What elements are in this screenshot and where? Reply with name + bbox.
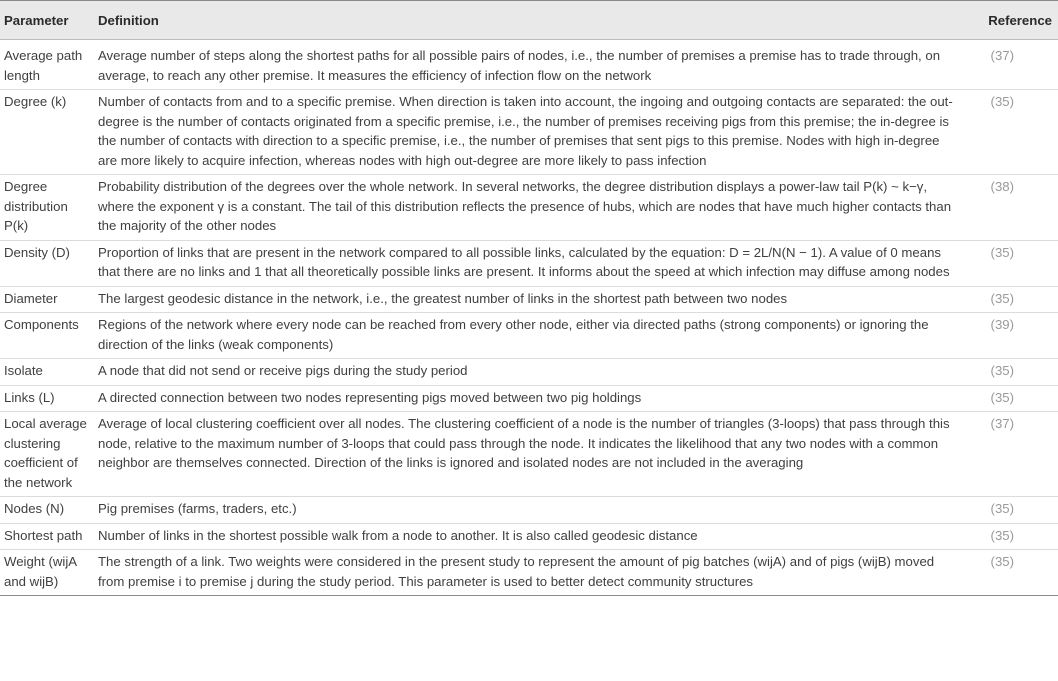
parameter-cell: Degree (k) — [0, 90, 94, 175]
reference-link[interactable]: (37) — [964, 412, 1058, 497]
definition-cell: Regions of the network where every node can be reached from every other node, either via directed paths (strong components) or ignoring the direction of the links (weak components) — [94, 313, 964, 359]
parameter-cell: Degree distribution P(k) — [0, 175, 94, 241]
header-row — [0, 1, 1058, 40]
header-definition: Definition — [94, 1, 964, 40]
reference-link[interactable]: (35) — [964, 240, 1058, 286]
table-body — [0, 40, 1058, 596]
reference-link[interactable]: (37) — [964, 40, 1058, 90]
reference-link[interactable]: (35) — [964, 286, 1058, 313]
table-row — [0, 550, 1058, 596]
reference-link[interactable]: (35) — [964, 359, 1058, 386]
table-header — [0, 1, 1058, 40]
reference-link[interactable]: (38) — [964, 175, 1058, 241]
table-row — [0, 175, 1058, 241]
definition-cell: Proportion of links that are present in the network compared to all possible links, calculated by the equation: D = 2L/N(N − 1). A value of 0 means that there are no links and 1 that all theoretically possible links are present. It informs about the speed at which infection may diffuse among nodes — [94, 240, 964, 286]
header-reference: Reference — [964, 1, 1058, 40]
definition-cell: The largest geodesic distance in the network, i.e., the greatest number of links in the shortest path between two nodes — [94, 286, 964, 313]
reference-link[interactable]: (35) — [964, 497, 1058, 524]
parameter-cell: Components — [0, 313, 94, 359]
parameter-cell: Average path length — [0, 40, 94, 90]
definition-cell: A directed connection between two nodes representing pigs moved between two pig holdings — [94, 385, 964, 412]
parameter-cell: Weight (wijA and wijB) — [0, 550, 94, 596]
table-row — [0, 313, 1058, 359]
definition-cell: Average of local clustering coefficient over all nodes. The clustering coefficient of a node is the number of triangles (3-loops) that pass through this node, relative to the maximum number of 3-loops that could pass through the node. It indicates the likelihood that any two nodes with a common neighbor are themselves connected. Direction of the links is ignored and isolated nodes are not included in the averaging — [94, 412, 964, 497]
definition-cell: Probability distribution of the degrees over the whole network. In several networks, the degree distribution displays a power-law tail P(k) ~ k−γ, where the exponent γ is a constant. The tail of this distribution reflects the presence of hubs, which are nodes that have much higher contacts than the majority of the other nodes — [94, 175, 964, 241]
definition-cell: Average number of steps along the shortest paths for all possible pairs of nodes, i.e., the number of premises a premise has to trade through, on average, to reach any other premise. It measures the efficiency of infection flow on the network — [94, 40, 964, 90]
parameter-cell: Isolate — [0, 359, 94, 386]
parameter-cell: Links (L) — [0, 385, 94, 412]
parameter-cell: Nodes (N) — [0, 497, 94, 524]
table-row — [0, 385, 1058, 412]
reference-link[interactable]: (35) — [964, 550, 1058, 596]
table-row — [0, 523, 1058, 550]
table-row — [0, 412, 1058, 497]
table-row — [0, 359, 1058, 386]
definition-cell: Number of contacts from and to a specific premise. When direction is taken into account, the ingoing and outgoing contacts are separated: the out-degree is the number of contacts originated from a specific premise, i.e., the number of premises receiving pigs from this premise; the in-degree is the number of contacts with direction to a specific premise, i.e., the number of premises that sent pigs to this premise. Nodes with high in-degree are more likely to acquire infection, whereas nodes with high out-degree are more likely to pass infection — [94, 90, 964, 175]
definition-cell: Number of links in the shortest possible walk from a node to another. It is also called geodesic distance — [94, 523, 964, 550]
table-row — [0, 90, 1058, 175]
reference-link[interactable]: (39) — [964, 313, 1058, 359]
header-parameter: Parameter — [0, 1, 94, 40]
parameter-cell: Shortest path — [0, 523, 94, 550]
reference-link[interactable]: (35) — [964, 523, 1058, 550]
parameter-cell: Diameter — [0, 286, 94, 313]
parameter-cell: Density (D) — [0, 240, 94, 286]
definition-cell: Pig premises (farms, traders, etc.) — [94, 497, 964, 524]
parameter-cell: Local average clustering coefficient of the network — [0, 412, 94, 497]
table-row — [0, 40, 1058, 90]
table-row — [0, 497, 1058, 524]
definition-cell: The strength of a link. Two weights were considered in the present study to represent the amount of pig batches (wijA) and of pigs (wijB) moved from premise i to premise j during the study period. This parameter is used to better detect community structures — [94, 550, 964, 596]
table-row — [0, 240, 1058, 286]
reference-link[interactable]: (35) — [964, 90, 1058, 175]
reference-link[interactable]: (35) — [964, 385, 1058, 412]
table-row — [0, 286, 1058, 313]
definition-cell: A node that did not send or receive pigs during the study period — [94, 359, 964, 386]
